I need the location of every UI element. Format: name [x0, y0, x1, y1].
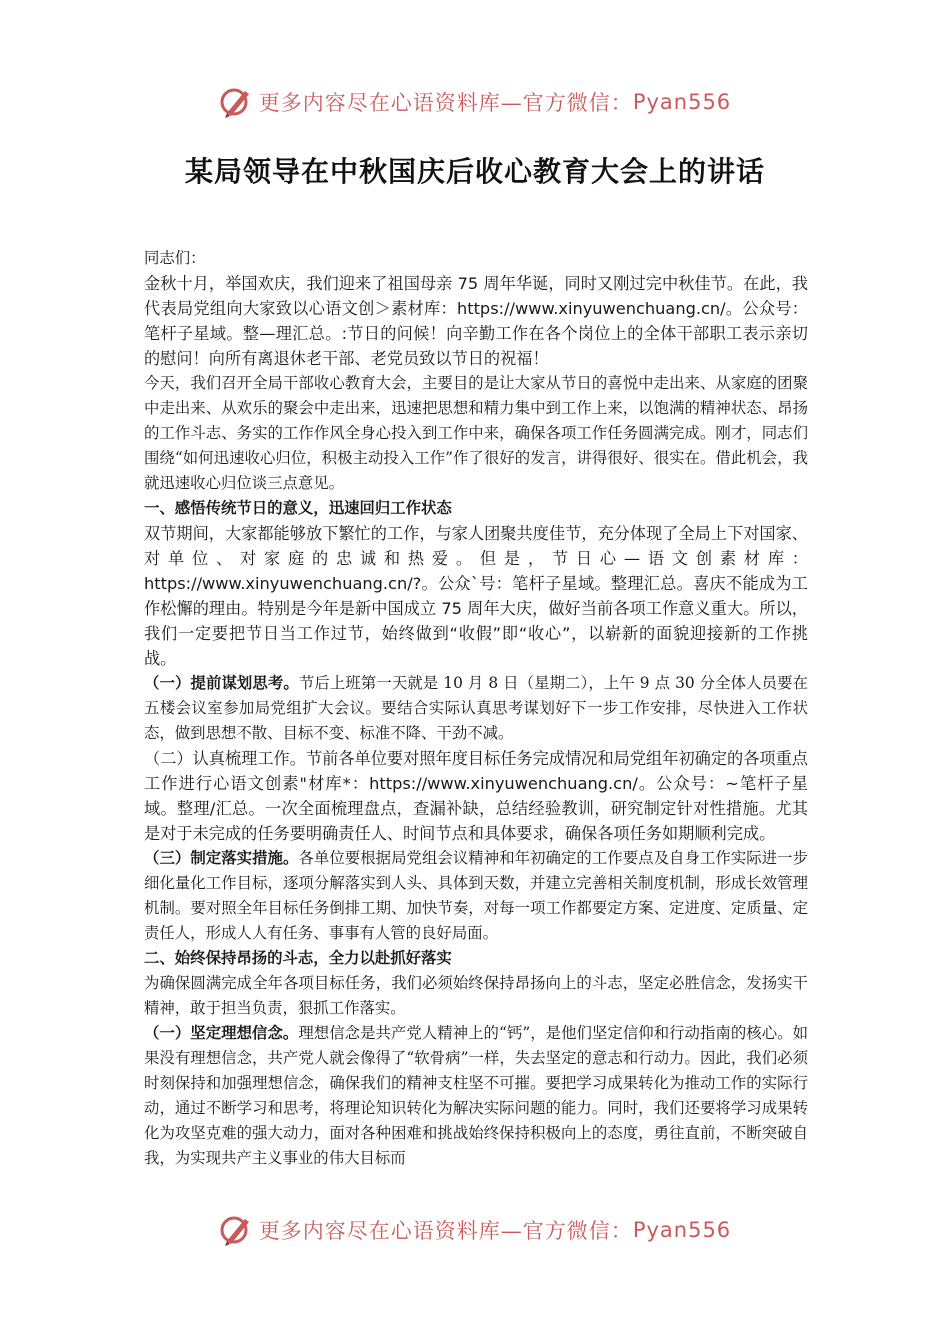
section-heading-1: 一、感悟传统节日的意义，迅速回归工作状态 — [144, 499, 452, 517]
section-heading-2: 二、始终保持昂扬的斗志，全力以赴抓好落实 — [144, 949, 452, 967]
greeting: 同志们： — [144, 249, 206, 267]
paragraph-2: 今天，我们召开全局干部收心教育大会，主要目的是让大家从节日的喜悦中走出来、从家庭的团聚中走出来、从欢乐的聚会中走出来，迅速把思想和精力集中到工作上来，以饱满的精神状态、昂扬的工作斗志、务实的工作作风全身心投入到工作中来，确保各项工作任务圆满完成。刚才，同志们围绕“如何迅速收心归位，积极主动投入工作”作了很好的发言，讲得很好、很实在。借此机会，我就迅速收心归位谈三点意见。 — [144, 374, 808, 492]
paragraph-1: 金秋十月，举国欢庆，我们迎来了祖国母亲 75 周年华诞，同时又刚过完中秋佳节。在此，我代表局党组向大家致以心语文创＞素材库：https://www.xinyuwenchuang.cn/。公众号：笔杆子星域。整—理汇总。:节日的问候！向辛勤工作在各个岗位上的全体干部职工表示亲切的慰问！向所有离退休老干部、老党员致以节日的祝福！ — [144, 274, 808, 368]
banner-text: 更多内容尽在心语资料库—官方微信： — [258, 91, 633, 115]
paragraph-4: 为确保圆满完成全年各项目标任务，我们必须始终保持昂扬向上的斗志，坚定必胜信念，发扬实干精神，敢于担当负责，狠抓工作落实。 — [144, 974, 808, 1017]
header-banner — [0, 82, 950, 122]
footer-banner — [0, 1210, 950, 1250]
pen-logo-icon — [219, 85, 253, 119]
page-title: 某局领导在中秋国庆后收心教育大会上的讲话 — [184, 155, 765, 188]
item-3-text: 各单位要根据局党组会议精神和年初确定的工作要点及自身工作实际进一步细化量化工作目标，逐项分解落实到人头、具体到天数，并建立完善相关制度机制，形成长效管理机制。要对照全年目标任务倒排工期、加快节奏，对每一项工作都要定方案、定进度、定质量、定责任人，形成人人有任务、事事有人管的良好局面。 — [144, 849, 808, 942]
article-body — [144, 246, 808, 1171]
banner-wechat-id: Pyan556 — [632, 90, 732, 114]
banner-text: 更多内容尽在心语资料库—官方微信： — [258, 1219, 633, 1243]
item-3 — [144, 846, 808, 946]
pen-logo-icon — [219, 1213, 253, 1247]
paragraph-3: 双节期间，大家都能够放下繁忙的工作，与家人团聚共度佳节，充分体现了全局上下对国家、对单位、对家庭的忠诚和热爱。但是，节日心—语文创素材库：https://www.xinyuwenchuang.cn/?。公众`号：笔杆子星域。整理汇总。喜庆不能成为工作松懈的理由。特别是今年是新中国成立 75 周年大庆，做好当前各项工作意义重大。所以，我们一定要把节日当工作过节，始终做到“收假”即“收心”，以崭新的面貌迎接新的工作挑战。 — [144, 524, 808, 668]
item-2: （二）认真梳理工作。节前各单位要对照年度目标任务完成情况和局党组年初确定的各项重点工作进行心语文创素"材库*：https://www.xinyuwenchuang.cn/。公众号：~笔杆子星域。整理/汇总。一次全面梳理盘点，查漏补缺，总结经验教训，研究制定针对性措施。尤其是对于未完成的任务要明确责任人、时间节点和具体要求，确保各项任务如期顺利完成。 — [144, 749, 808, 843]
item-1-text: 节后上班第一天就是 10 月 8 日（星期二），上午 9 点 30 分全体人员要在五楼会议室参加局党组扩大会议。要结合实际认真思考谋划好下一步工作安排，尽快进入工作状态，做到思想不散、目标不变、标准不降、干劲不减。 — [144, 674, 808, 742]
item-3-label: （三）制定落实措施。 — [144, 849, 299, 867]
item-1-label: （一）提前谋划思考。 — [144, 674, 299, 692]
item-1 — [144, 671, 808, 746]
banner-wechat-id: Pyan556 — [632, 1218, 732, 1242]
item-4 — [144, 1021, 808, 1171]
item-4-label: （一）坚定理想信念。 — [144, 1024, 299, 1042]
item-4-text: 理想信念是共产党人精神上的“钙”，是他们坚定信仰和行动指南的核心。如果没有理想信念，共产党人就会像得了“软骨病”一样，失去坚定的意志和行动力。因此，我们必须时刻保持和加强理想信念，确保我们的精神支柱坚不可摧。要把学习成果转化为推动工作的实际行动，通过不断学习和思考，将理论知识转化为解决实际问题的能力。同时，我们还要将学习成果转化为攻坚克难的强大动力，面对各种困难和挑战始终保持积极向上的态度，勇往直前，不断突破自我，为实现共产主义事业的伟大目标而 — [144, 1024, 808, 1167]
